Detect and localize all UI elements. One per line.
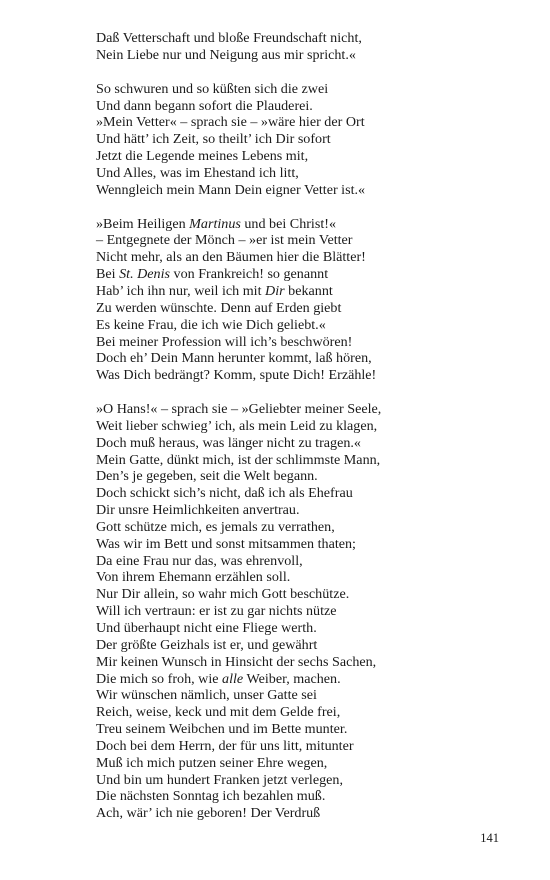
verse-line (96, 131, 516, 148)
verse-line (96, 30, 516, 47)
verse-line (96, 687, 516, 704)
line-text: Und hätt’ ich Zeit, so theilt’ ich Dir sofort (96, 131, 331, 148)
verse-line (96, 300, 516, 317)
verse-line (96, 468, 516, 485)
line-text: bekannt (284, 282, 333, 299)
line-text: Reich, weise, keck und mit dem Gelde frei, (96, 704, 341, 721)
line-text: Nur Dir allein, so wahr mich Gott beschütze. (96, 586, 350, 603)
line-text: Daß Vetterschaft und bloße Freundschaft nicht, (96, 30, 362, 46)
line-text: Der größte Geizhals ist er, und gewährt (96, 636, 318, 653)
line-text: Und Alles, was im Ehestand ich litt, (96, 164, 299, 181)
line-text: und bei Christ!« (240, 215, 336, 232)
line-text: Ach, wär’ ich nie geboren! Der Verdruß (96, 805, 321, 822)
italic-text: alle (222, 670, 244, 687)
verse-line (96, 553, 516, 570)
verse-line (96, 266, 516, 283)
line-text: von Frankreich! so genannt (170, 266, 329, 283)
stanza (96, 401, 516, 822)
line-text: Hab’ ich ihn nur, weil ich mit (96, 282, 266, 299)
verse-line (96, 317, 516, 334)
verse-line (96, 671, 516, 688)
line-text: Will ich vertraun: er ist zu gar nichts nütze (96, 603, 337, 620)
verse-line (96, 755, 516, 772)
verse-line (96, 654, 516, 671)
line-text: Wir wünschen nämlich, unser Gatte sei (96, 687, 317, 704)
verse-line (96, 165, 516, 182)
verse-line (96, 216, 516, 233)
line-text: Die mich so froh, wie (96, 670, 223, 687)
stanza (96, 30, 516, 64)
line-text: Gott schütze mich, es jemals zu verrathen, (96, 518, 335, 535)
line-text: So schwuren und so küßten sich die zwei (96, 80, 329, 97)
line-text: Doch bei dem Herrn, der für uns litt, mitunter (96, 737, 354, 754)
italic-text: Dir (265, 282, 285, 299)
verse-line (96, 620, 516, 637)
verse-line (96, 148, 516, 165)
verse-line (96, 485, 516, 502)
line-text: »Mein Vetter« – sprach sie – »wäre hier der Ort (96, 114, 365, 131)
italic-text: Martinus (189, 215, 241, 232)
verse-line (96, 283, 516, 300)
verse-line (96, 232, 516, 249)
verse-line (96, 350, 516, 367)
line-text: Bei meiner Profession will ich’s beschwören! (96, 333, 353, 350)
line-text: Dir unsre Heimlichkeiten anvertrau. (96, 502, 300, 519)
line-text: Jetzt die Legende meines Lebens mit, (96, 148, 309, 165)
line-text: »Beim Heiligen (96, 215, 190, 232)
verse-line (96, 637, 516, 654)
line-text: Bei (96, 266, 120, 283)
verse-line (96, 98, 516, 115)
line-text: Den’s je gegeben, seit die Welt begann. (96, 468, 318, 485)
verse-line (96, 721, 516, 738)
verse-line (96, 81, 516, 98)
line-text: Nicht mehr, als an den Bäumen hier die Blätter! (96, 249, 366, 266)
poem-body (96, 30, 516, 839)
verse-line (96, 182, 516, 199)
line-text: Was Dich bedrängt? Komm, spute Dich! Erzähle! (96, 367, 377, 384)
line-text: Wenngleich mein Mann Dein eigner Vetter ist.« (96, 181, 366, 198)
verse-line (96, 435, 516, 452)
line-text: Doch eh’ Dein Mann herunter kommt, laß hören, (96, 350, 372, 367)
verse-line (96, 114, 516, 131)
verse-line (96, 334, 516, 351)
line-text: Mein Gatte, dünkt mich, ist der schlimmste Mann, (96, 451, 381, 468)
line-text: Die nächsten Sonntag ich bezahlen muß. (96, 788, 326, 805)
verse-line (96, 452, 516, 469)
verse-line (96, 502, 516, 519)
line-text: Da eine Frau nur das, was ehrenvoll, (96, 552, 303, 569)
line-text: Treu seinem Weibchen und im Bette munter. (96, 721, 348, 738)
line-text: Weiber, machen. (243, 670, 341, 687)
line-text: Muß ich mich putzen seiner Ehre wegen, (96, 754, 328, 771)
verse-line (96, 418, 516, 435)
line-text: Von ihrem Ehemann erzählen soll. (96, 569, 291, 586)
line-text: Und dann begann sofort die Plauderei. (96, 97, 313, 114)
verse-line (96, 738, 516, 755)
verse-line (96, 805, 516, 822)
line-text: Doch muß heraus, was länger nicht zu tragen.« (96, 434, 361, 451)
line-text: Doch schickt sich’s nicht, daß ich als Ehefrau (96, 485, 353, 502)
line-text: Was wir im Bett und sonst mitsammen thaten; (96, 535, 356, 552)
verse-line (96, 519, 516, 536)
verse-line (96, 586, 516, 603)
line-text: Nein Liebe nur und Neigung aus mir spricht.« (96, 46, 356, 63)
verse-line (96, 249, 516, 266)
stanza (96, 216, 516, 384)
line-text: Und bin um hundert Franken jetzt verlegen, (96, 771, 343, 788)
verse-line (96, 569, 516, 586)
verse-line (96, 536, 516, 553)
line-text: »O Hans!« – sprach sie – »Geliebter meiner Seele, (96, 401, 382, 418)
line-text: Es keine Frau, die ich wie Dich geliebt.« (96, 316, 326, 333)
line-text: Mir keinen Wunsch in Hinsicht der sechs Sachen, (96, 653, 377, 670)
verse-line (96, 47, 516, 64)
verse-line (96, 603, 516, 620)
verse-line (96, 401, 516, 418)
italic-text: St. Denis (119, 266, 170, 283)
line-text: – Entgegnete der Mönch – »er ist mein Vetter (96, 232, 353, 249)
page-number: 141 (480, 831, 499, 845)
line-text: Und überhaupt nicht eine Fliege werth. (96, 620, 317, 636)
stanza (96, 81, 516, 199)
verse-line (96, 788, 516, 805)
verse-line (96, 772, 516, 789)
line-text: Zu werden wünschte. Denn auf Erden giebt (96, 299, 342, 316)
verse-line (96, 704, 516, 721)
line-text: Weit lieber schwieg’ ich, als mein Leid zu klagen, (96, 417, 378, 434)
verse-line (96, 367, 516, 384)
